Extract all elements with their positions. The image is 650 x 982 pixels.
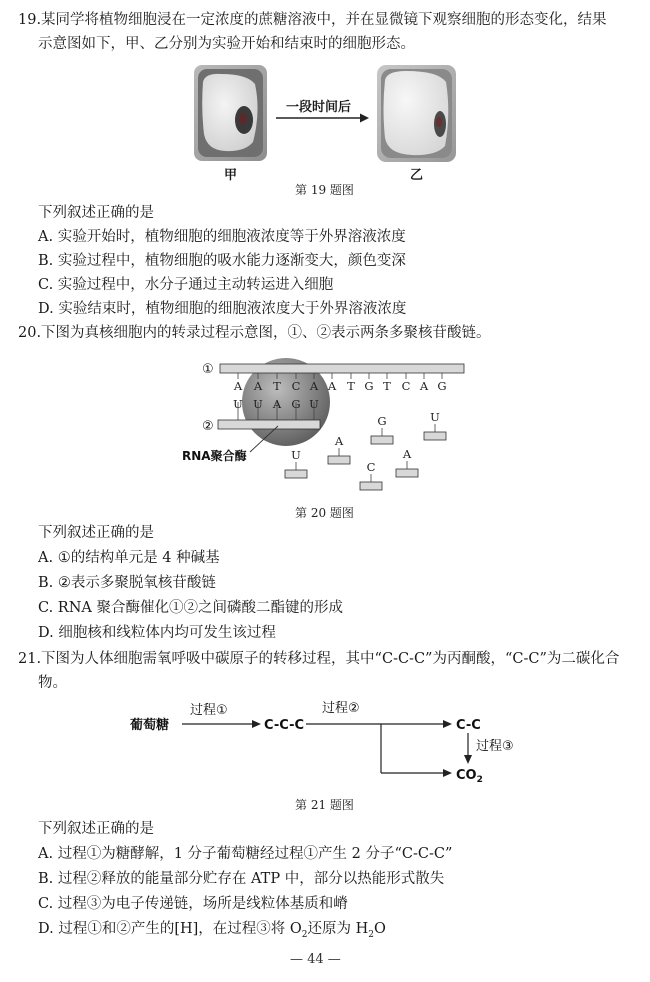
q20-option-d: D. 细胞核和线粒体内均可发生该过程 bbox=[38, 625, 276, 641]
q20-prompt: 下列叙述正确的是 bbox=[38, 525, 154, 541]
template-base: T bbox=[383, 379, 391, 393]
q19-stem-line1: 19.某同学将植物细胞浸在一定浓度的蔗糖溶液中，并在显微镜下观察细胞的形态变化，结果 bbox=[18, 12, 607, 28]
label-jia: 甲 bbox=[224, 168, 238, 183]
q19-option-d: D. 实验结束时，植物细胞的细胞液浓度大于外界溶液浓度 bbox=[38, 301, 407, 317]
template-base: C bbox=[401, 379, 411, 393]
rna-base: A bbox=[272, 397, 282, 411]
template-base: C bbox=[291, 379, 301, 393]
nucleolus bbox=[436, 117, 442, 127]
q20-option-c: C. RNA 聚合酶催化①②之间磷酸二酯键的形成 bbox=[38, 600, 343, 616]
respiration-flow-diagram bbox=[130, 695, 520, 790]
q19-caption: 第 19 题图 bbox=[295, 183, 354, 197]
q20-caption: 第 20 题图 bbox=[295, 506, 354, 520]
q21-option-c: C. 过程③为电子传递链，场所是线粒体基质和嵴 bbox=[38, 896, 348, 912]
rna-base: U bbox=[309, 397, 319, 411]
free-nucleotide: U bbox=[291, 448, 301, 462]
template-base: G bbox=[437, 379, 447, 393]
label-yi: 乙 bbox=[410, 168, 424, 183]
free-nucleotide: G bbox=[377, 414, 387, 428]
template-base: A bbox=[233, 379, 243, 393]
page-number: — 44 — bbox=[290, 952, 341, 967]
process3-label: 过程③ bbox=[476, 739, 514, 754]
template-base: T bbox=[347, 379, 355, 393]
q21-option-b: B. 过程②释放的能量部分贮存在 ATP 中，部分以热能形式散失 bbox=[38, 871, 445, 887]
q21-prompt: 下列叙述正确的是 bbox=[38, 821, 154, 837]
free-nucleotide: U bbox=[430, 410, 440, 424]
q20-stem-line1: 20.下图为真核细胞内的转录过程示意图，①、②表示两条多聚核苷酸链。 bbox=[18, 325, 491, 341]
strand-2-label: ② bbox=[202, 419, 214, 434]
rna-base: U bbox=[253, 397, 263, 411]
free-nucleotide: C bbox=[366, 460, 376, 474]
two-carbon-label: C-C bbox=[456, 718, 481, 733]
q19-option-c: C. 实验过程中，水分子通过主动转运进入细胞 bbox=[38, 277, 334, 293]
q21-stem-line2: 物。 bbox=[38, 675, 67, 691]
q21-caption: 第 21 题图 bbox=[295, 798, 354, 812]
nucleolus bbox=[239, 113, 247, 125]
template-base: A bbox=[309, 379, 319, 393]
q21-stem-line1: 21.下图为人体细胞需氧呼吸中碳原子的转移过程，其中“C-C-C”为丙酮酸，“C-C”为二碳化合 bbox=[18, 651, 620, 667]
template-base: A bbox=[327, 379, 337, 393]
template-base: T bbox=[273, 379, 281, 393]
strand-1-bar bbox=[220, 364, 464, 373]
enzyme-label: RNA聚合酶 bbox=[182, 449, 247, 463]
strand-1-label: ① bbox=[202, 362, 214, 377]
q20-option-b: B. ②表示多聚脱氧核苷酸链 bbox=[38, 575, 216, 591]
co2-label: $CO_2$ bbox=[456, 768, 483, 785]
template-base: A bbox=[419, 379, 429, 393]
q21-option-d: D. 过程①和②产生的[H]，在过程③将 $O_2$还原为 $H_2O$ bbox=[38, 921, 386, 940]
cell-yi-figure bbox=[376, 64, 457, 163]
template-base: A bbox=[253, 379, 263, 393]
process1-label: 过程① bbox=[190, 703, 228, 718]
q19-option-b: B. 实验过程中，植物细胞的吸水能力逐渐变大，颜色变深 bbox=[38, 253, 406, 269]
free-nucleotide-boxes bbox=[285, 432, 446, 490]
q21-option-a: A. 过程①为糖酵解，1 分子葡萄糖经过程①产生 2 分子“C-C-C” bbox=[38, 846, 453, 862]
q19-prompt: 下列叙述正确的是 bbox=[38, 205, 154, 221]
template-base: G bbox=[364, 379, 374, 393]
arrow-label: 一段时间后 bbox=[286, 100, 352, 115]
strand-2-bar bbox=[218, 420, 320, 429]
free-nucleotide: A bbox=[334, 434, 344, 448]
q19-option-a: A. 实验开始时，植物细胞的细胞液浓度等于外界溶液浓度 bbox=[38, 229, 406, 245]
rna-base: U bbox=[233, 397, 243, 411]
q20-option-a: A. ①的结构单元是 4 种碱基 bbox=[38, 550, 220, 566]
pyruvate-label: C-C-C bbox=[264, 718, 305, 733]
transcription-diagram bbox=[180, 352, 480, 492]
cell-jia-figure bbox=[193, 64, 268, 162]
q19-stem-line2: 示意图如下，甲、乙分别为实验开始和结束时的细胞形态。 bbox=[38, 36, 415, 52]
process2-label: 过程② bbox=[322, 701, 360, 716]
glucose-label: 葡萄糖 bbox=[130, 718, 170, 733]
rna-base: G bbox=[291, 397, 301, 411]
free-nucleotide: A bbox=[402, 447, 412, 461]
